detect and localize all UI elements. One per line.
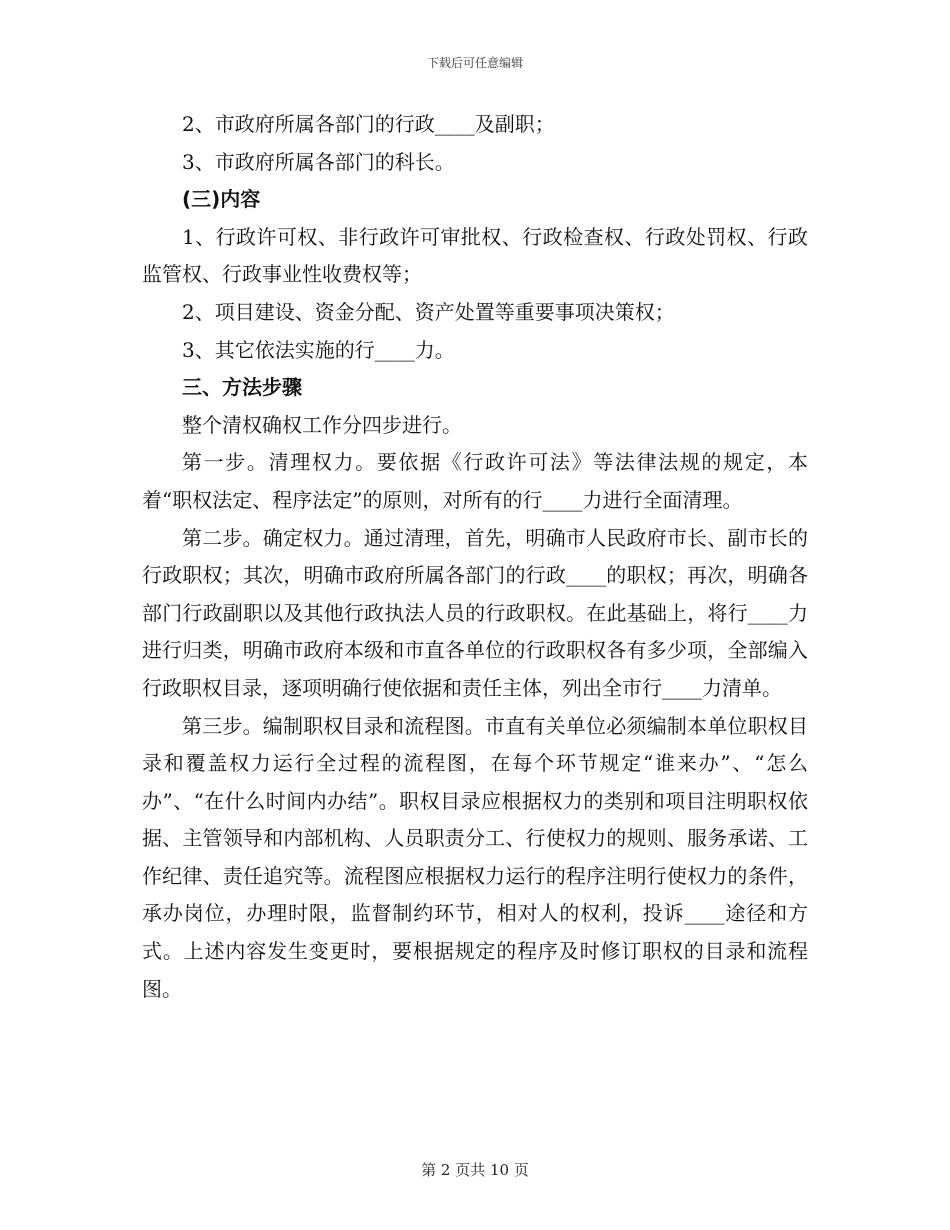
paragraph-item-2-admin-heads: 2、市政府所属各部门的行政____及副职； [182,112,555,136]
section-heading-content: (三)内容 [182,187,261,212]
section-heading-methods: 三、方法步骤 [182,375,302,400]
page-footer: 第 2 页共 10 页 [421,1161,529,1179]
page-header: 下载后可任意编辑 [426,56,523,70]
paragraph-step-one: 第一步。清理权力。要依据《行政许可法》等法律法规的规定，本着“职权法定、程序法定”的原则，对所有的行____力进行全面清理。 [142,450,808,512]
paragraph-content-item-2: 2、项目建设、资金分配、资产处置等重要事项决策权； [182,299,675,324]
paragraph-step-two: 第二步。确定权力。通过清理，首先，明确市人民政府市长、副市长的行政职权；其次，明确市政府所属各部门的行政____的职权；再次，明确各部门行政副职以及其他行政执法人员的行政职权。在此基础上，将行____力进行归类，明确市政府本级和市直各单位的行政职权各有多少项，全部编入行政职权目录，逐项明确行使依据和责任主体，列出全市行____力清单。 [142,525,808,700]
paragraph-item-3-section-chiefs: 3、市政府所属各部门的科长。 [182,149,455,174]
paragraph-methods-intro: 整个清权确权工作分四步进行。 [182,412,462,437]
paragraph-content-item-1: 1、行政许可权、非行政许可审批权、行政检查权、行政处罚权、行政监管权、行政事业性收费权等； [142,224,808,287]
paragraph-content-item-3: 3、其它依法实施的行____力。 [182,337,455,362]
paragraph-step-three: 第三步。编制职权目录和流程图。市直有关单位必须编制本单位职权目录和覆盖权力运行全过程的流程图，在每个环节规定“谁来办”、“怎么办”、“在什么时间内办结”。职权目录应根据权力的类别和项目注明职权依据、主管领导和内部机构、人员职责分工、行使权力的规则、服务承诺、工作纪律、责任追究等。流程图应根据权力运行的程序注明行使权力的条件，承办岗位，办理时限，监督制约环节，相对人的权利，投诉____途径和方式。上述内容发生变更时，要根据规定的程序及时修订职权的目录和流程图。 [142,713,808,1001]
document-body [142,106,808,1008]
